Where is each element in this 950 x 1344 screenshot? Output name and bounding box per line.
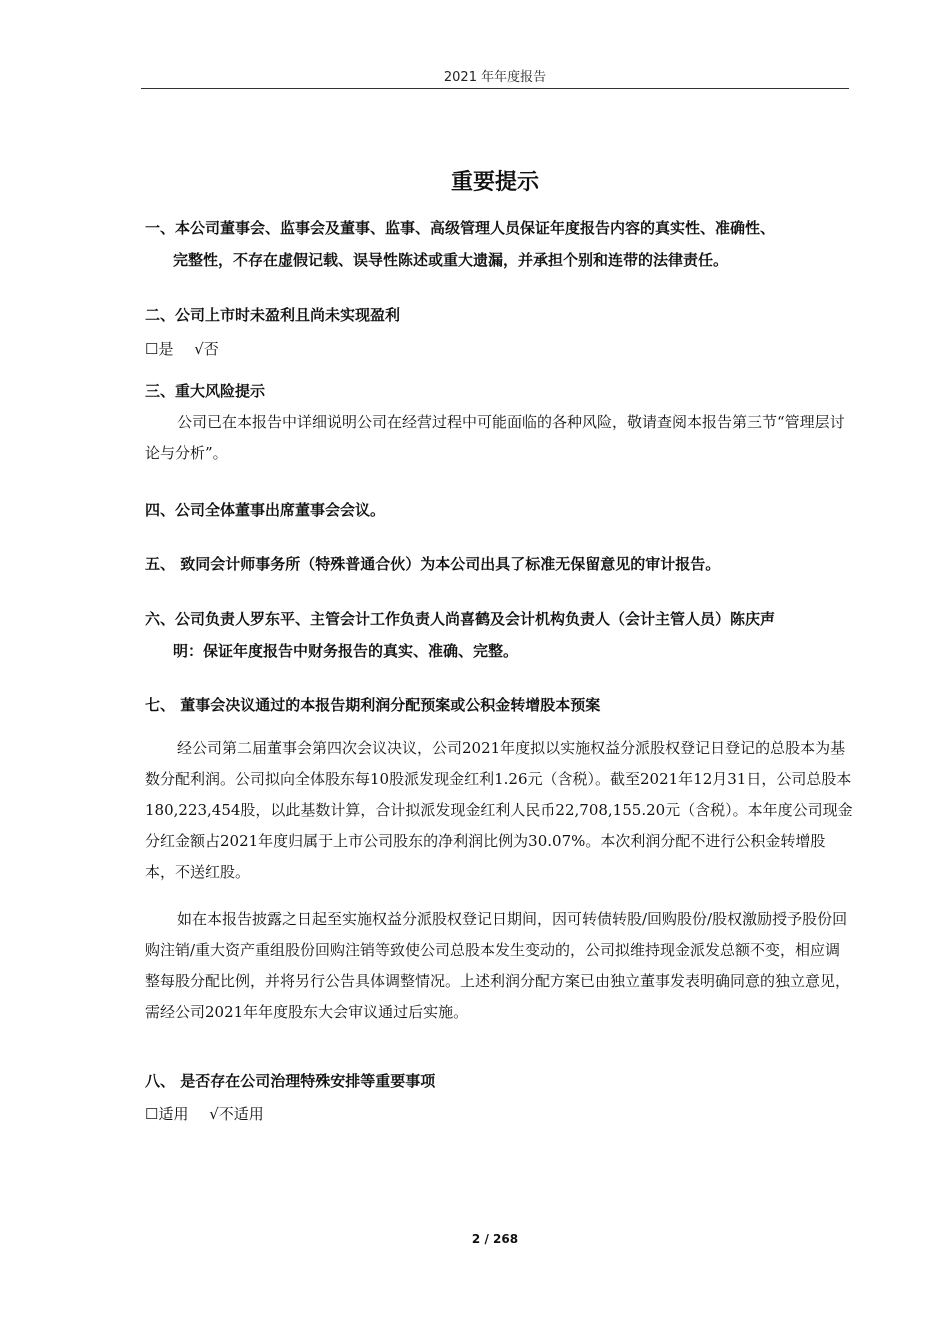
section-6-line1: 六、公司负责人罗东平、主管会计工作负责人尚喜鹤及会计机构负责人（会计主管人员）陈庆声 [145,610,776,628]
page-number: 2 / 268 [471,1232,519,1246]
report-header: 2021 年年度报告 [443,70,547,85]
section-3-heading: 三、重大风险提示 [145,382,266,400]
option-not-applicable-checked: √不适用 [209,1105,264,1123]
option-no-checked: √否 [194,340,219,358]
section-8-heading: 八、 是否存在公司治理特殊安排等重要事项 [145,1072,436,1090]
option-applicable-unchecked: ☐适用 [145,1105,189,1123]
section-8-options [145,1103,268,1124]
section-7-para2: 如在本报告披露之日起至实施权益分派股权登记日期间，因可转债转股/回购股份/股权激励授予股份回购注销/重大资产重组股份回购注销等致使公司总股本发生变动的，公司拟维持现金派发总额不变，相应调整每股分配比例，并将另行公告具体调整情况。上述利润分配方案已由独立董事发表明确同意的独立意见，需经公司2021年年度股东大会审议通过后实施。 [145,910,851,1021]
section-2-heading: 二、公司上市时未盈利且尚未实现盈利 [145,306,401,324]
section-3-body: 公司已在本报告中详细说明公司在经营过程中可能面临的各种风险，敬请查阅本报告第三节“管理层讨论与分析”。 [145,413,845,462]
section-6 [145,603,855,667]
option-yes-unchecked: ☐是 [145,340,174,358]
section-1-line2: 完整性，不存在虚假记载、误导性陈述或重大遗漏，并承担个别和连带的法律责任。 [173,251,729,269]
page-title: 重要提示 [450,170,539,195]
section-6-line2: 明：保证年度报告中财务报告的真实、准确、完整。 [173,642,519,660]
section-5-heading: 五、 致同会计师事务所（特殊普通合伙）为本公司出具了标准无保留意见的审计报告。 [145,555,721,573]
section-1-line1: 一、本公司董事会、监事会及董事、监事、高级管理人员保证年度报告内容的真实性、准确性、 [145,219,776,237]
section-2-options [145,338,223,359]
section-1 [145,212,855,276]
section-7-heading: 七、 董事会决议通过的本报告期利润分配预案或公积金转增股本预案 [145,696,601,714]
section-7-para1: 经公司第二届董事会第四次会议决议，公司2021年度拟以实施权益分派股权登记日登记的总股本为基数分配利润。公司拟向全体股东每10股派发现金红利1.26元（含税）。截至2021年12月31日，公司总股本180,223,454股，以此基数计算，合计拟派发现金红利人民币22,708,155.20元（含税）。本年度公司现金分红金额占2021年度归属于上市公司股东的净利润比例为30.07%。本次利润分配不进行公积金转增股本，不送红股。 [145,739,853,881]
section-4-heading: 四、公司全体董事出席董事会会议。 [145,501,386,519]
header-divider [141,88,849,89]
